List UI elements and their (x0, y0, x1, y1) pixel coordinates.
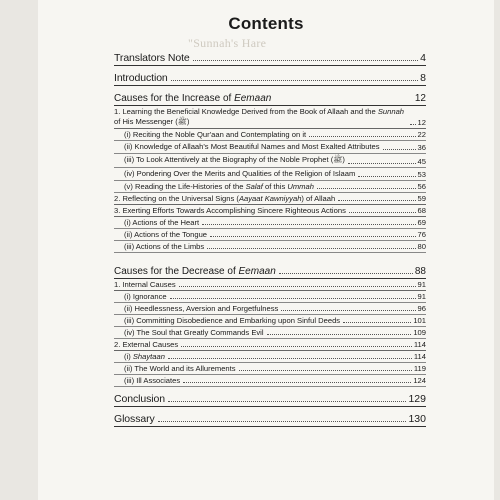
book-page (38, 0, 494, 500)
toc-entry-decrease-2-i[interactable]: (i) Shaytaan 114 (114, 351, 426, 363)
page-title: Contents (228, 14, 304, 33)
table-of-contents (114, 50, 426, 427)
toc-entry-increase[interactable]: Causes for the Increase of Eemaan 12 (114, 90, 426, 106)
toc-entry-decrease-1-ii[interactable]: (ii) Heedlessness, Aversion and Forgetfulness 96 (114, 303, 426, 315)
toc-entry-decrease-1[interactable]: 1. Internal Causes 91 (114, 280, 426, 289)
toc-entry-introduction[interactable]: Introduction 8 (114, 72, 426, 84)
toc-entry-increase-3[interactable]: 3. Exerting Efforts Towards Accomplishing Sincere Righteous Actions 68 (114, 206, 426, 215)
toc-entry-increase-3-iii[interactable]: (iii) Actions of the Limbs 80 (114, 241, 426, 253)
toc-entry-increase-2[interactable]: 2. Reflecting on the Universal Signs (Aayaat Kawniyyah) of Allaah 59 (114, 194, 426, 203)
show-through-text: "Sunnah's Hare (188, 36, 267, 50)
toc-entry-increase-1-v[interactable]: (v) Reading the Life-Histories of the Salaf of this Ummah 56 (114, 181, 426, 193)
toc-entry-translators-note[interactable]: Translators Note 4 (114, 52, 426, 64)
toc-entry-glossary[interactable]: Glossary 130 (114, 413, 426, 425)
toc-entry-decrease-1-iv[interactable]: (iv) The Soul that Greatly Commands Evil 109 (114, 327, 426, 339)
toc-entry-increase-1-ii[interactable]: (ii) Knowledge of Allaah's Most Beautiful Names and Most Exalted Attributes 36 (114, 141, 426, 154)
toc-entry-conclusion[interactable]: Conclusion 129 (114, 393, 426, 405)
toc-entry-increase-1[interactable]: 1. Learning the Beneficial Knowledge Derived from the Book of Allaah and the Sunnah of His Messenger (ﷺ) 12 (114, 107, 426, 127)
toc-entry-decrease-2-iii[interactable]: (iii) Ill Associates 124 (114, 375, 426, 387)
toc-entry-increase-3-ii[interactable]: (ii) Actions of the Tongue 76 (114, 229, 426, 241)
toc-entry-decrease-1-iii[interactable]: (iii) Committing Disobedience and Embarking upon Sinful Deeds 101 (114, 315, 426, 327)
toc-entry-increase-3-i[interactable]: (i) Actions of the Heart 69 (114, 217, 426, 229)
toc-entry-decrease-2-ii[interactable]: (ii) The World and its Allurements 119 (114, 363, 426, 375)
toc-entry-decrease-1-i[interactable]: (i) Ignorance 91 (114, 291, 426, 303)
toc-entry-increase-1-i[interactable]: (i) Reciting the Noble Qur'aan and Contemplating on it 22 (114, 129, 426, 141)
toc-entry-increase-1-iii[interactable]: (iii) To Look Attentively at the Biography of the Noble Prophet (ﷺ) 45 (114, 154, 426, 168)
toc-entry-decrease[interactable]: Causes for the Decrease of Eemaan 88 (114, 263, 426, 279)
toc-entry-decrease-2[interactable]: 2. External Causes 114 (114, 340, 426, 349)
toc-entry-increase-1-iv[interactable]: (iv) Pondering Over the Merits and Qualities of the Religion of Islaam 53 (114, 168, 426, 181)
